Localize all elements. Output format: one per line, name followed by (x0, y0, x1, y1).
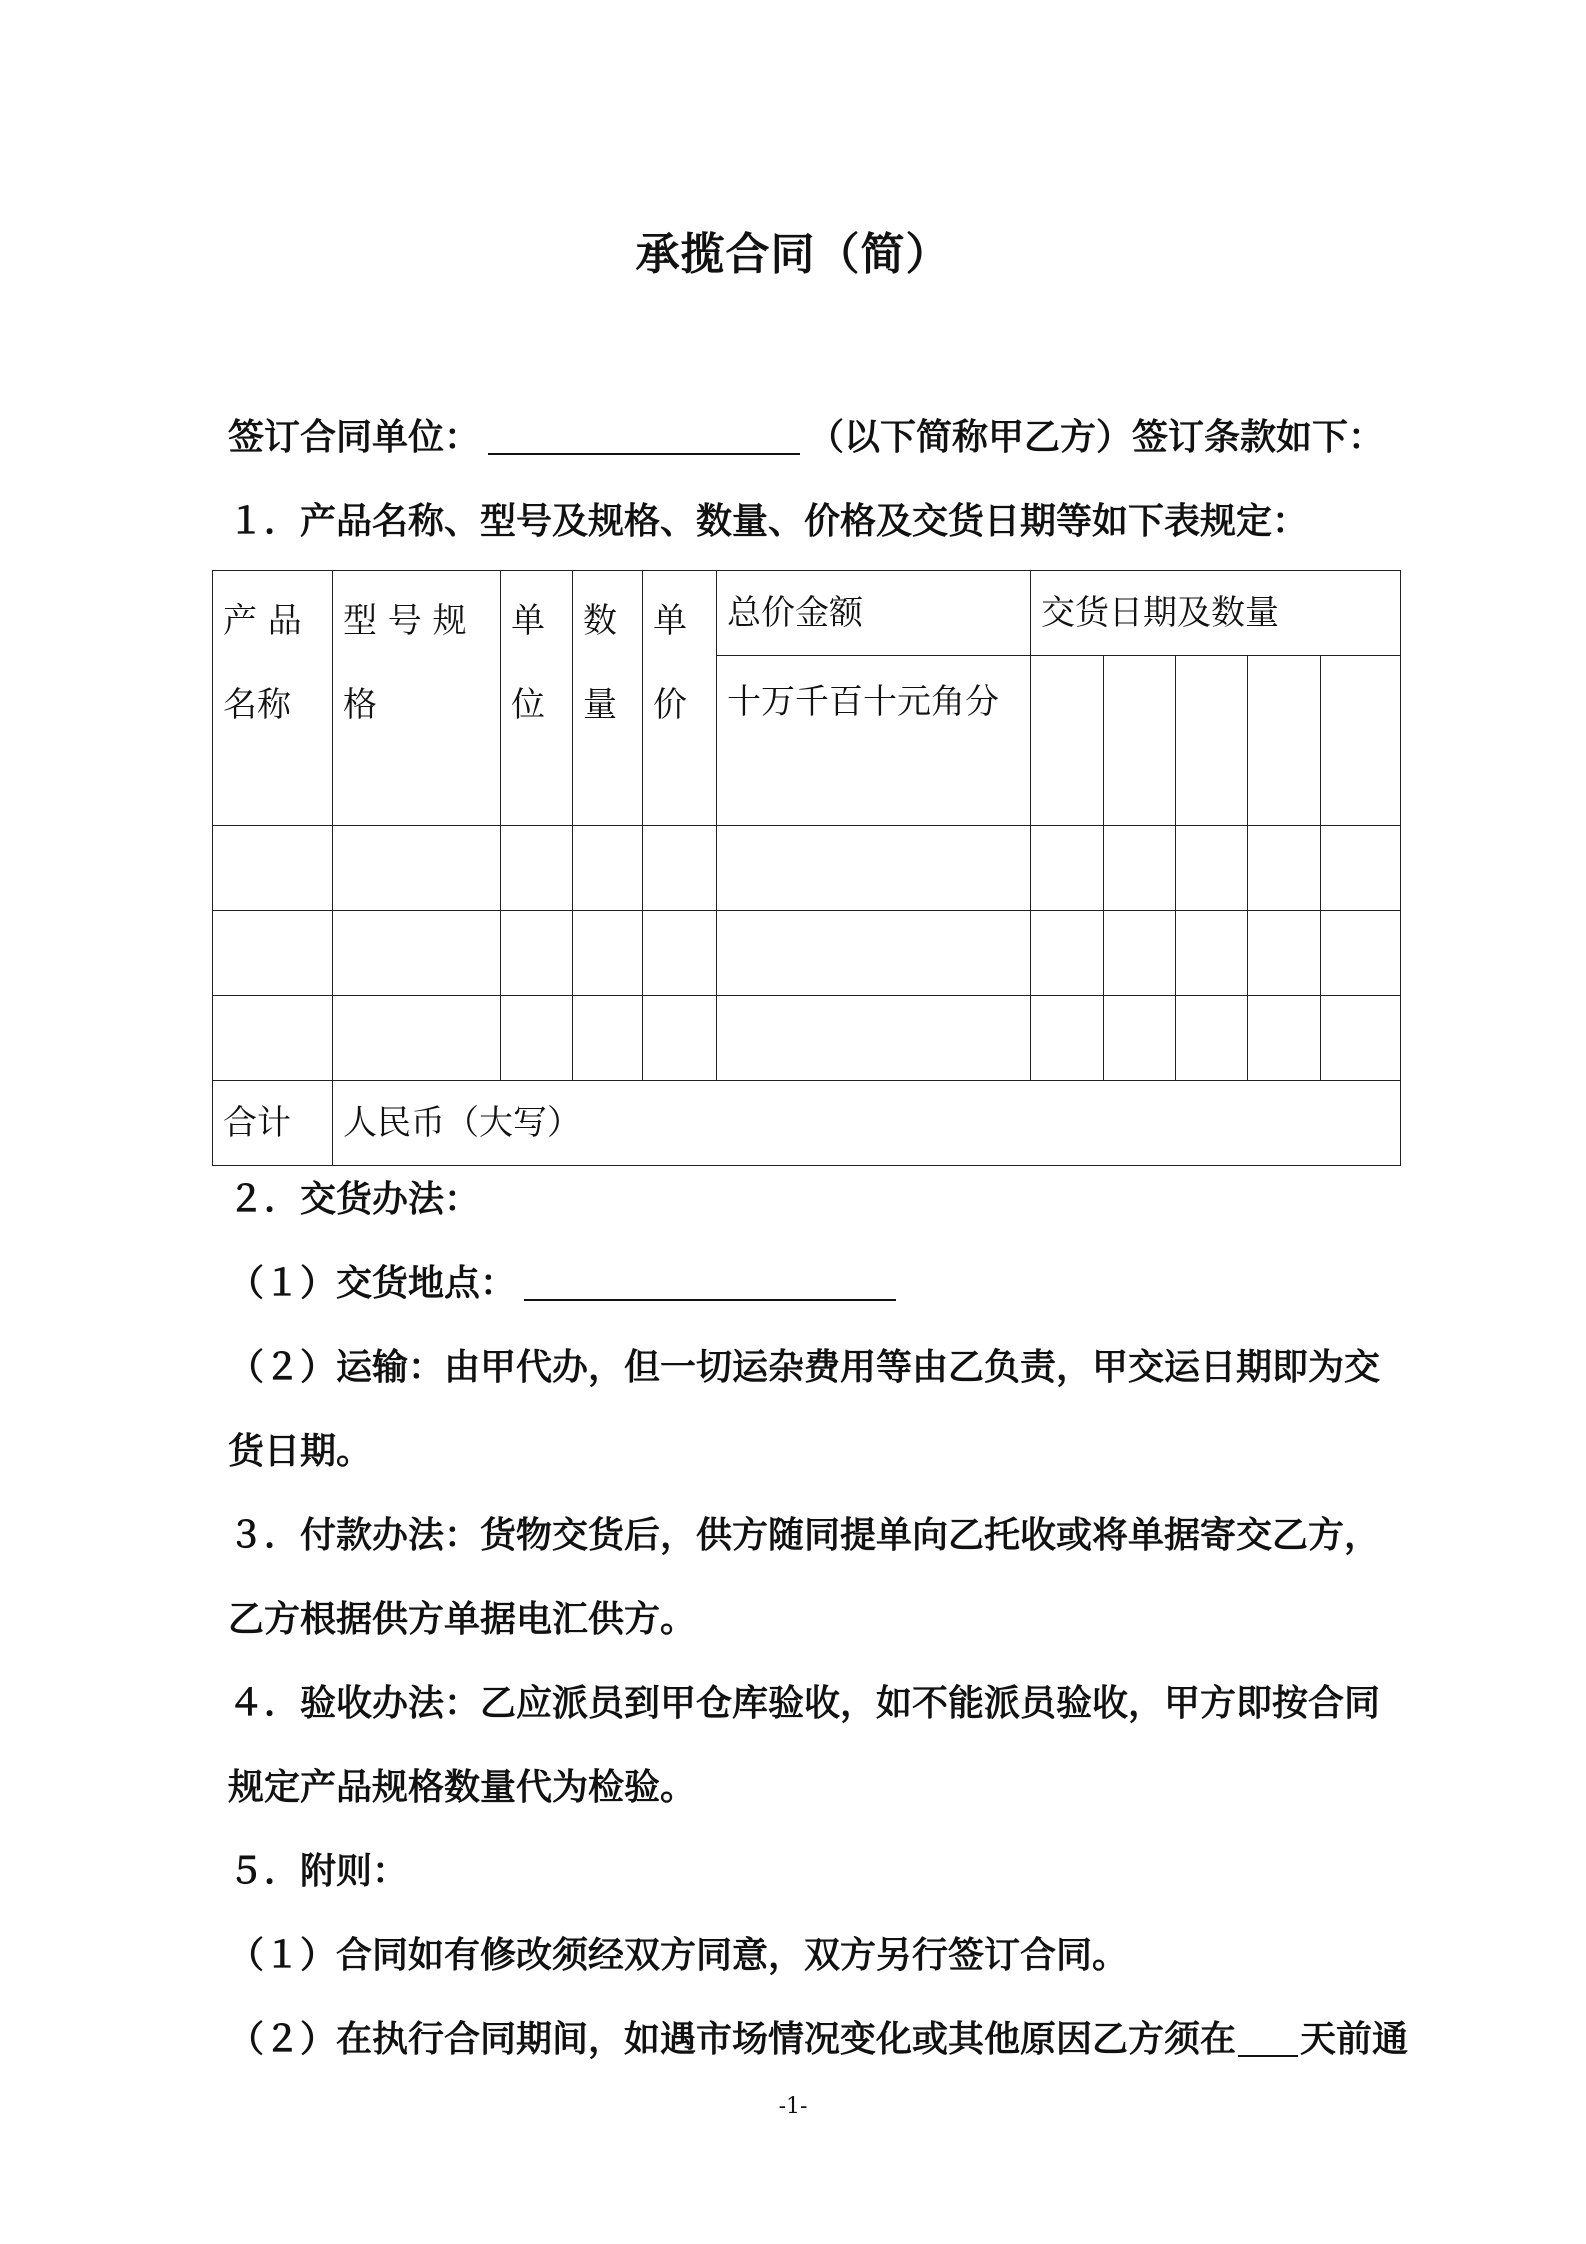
clause-2-item-2-line-2: 货日期。 (228, 1431, 373, 1472)
table-row (213, 826, 1401, 911)
table-cell[interactable] (333, 826, 501, 911)
table-cell[interactable] (643, 826, 717, 911)
intro-line (228, 416, 1384, 459)
table-cell[interactable] (643, 996, 717, 1081)
table-cell[interactable] (1321, 911, 1401, 996)
header-total-amount: 总价金额 (717, 571, 1031, 656)
total-currency[interactable]: 人民币（大写） (333, 1081, 1401, 1166)
clause-4-line-2: 规定产品规格数量代为检验。 (228, 1767, 697, 1808)
table-cell[interactable] (573, 911, 643, 996)
table-cell[interactable] (1031, 911, 1104, 996)
clause-5-item-2 (228, 2018, 1408, 2061)
table-cell[interactable] (1321, 996, 1401, 1081)
header-delivery: 交货日期及数量 (1031, 571, 1401, 656)
table-cell[interactable] (213, 826, 333, 911)
table-cell[interactable] (1248, 996, 1321, 1081)
clause-5-item-2-prefix: （２）在执行合同期间，如遇市场情况变化或其他原因乙方须在 (228, 2019, 1237, 2060)
total-label: 合计 (213, 1081, 333, 1166)
delivery-cell (1248, 656, 1321, 826)
table-cell[interactable] (213, 996, 333, 1081)
clause-3-line-2: 乙方根据供方单据电汇供方。 (228, 1599, 697, 1640)
table-cell[interactable] (1104, 996, 1176, 1081)
table-row (213, 996, 1401, 1081)
table-cell[interactable] (717, 826, 1031, 911)
total-row (213, 1081, 1401, 1166)
table-cell[interactable] (333, 996, 501, 1081)
table-cell[interactable] (1248, 911, 1321, 996)
table-cell[interactable] (573, 996, 643, 1081)
header-quantity: 数 量 (573, 571, 643, 826)
clause-2-heading: ２．交货办法： (228, 1179, 481, 1220)
party-name-blank[interactable] (488, 421, 800, 455)
table-cell[interactable] (501, 826, 573, 911)
header-product-name: 产 品 名称 (213, 571, 333, 826)
clause-5-item-2-suffix: 天前通 (1300, 2019, 1409, 2060)
header-model-spec: 型 号 规 格 (333, 571, 501, 826)
table-cell[interactable] (1321, 826, 1401, 911)
table-cell[interactable] (1031, 826, 1104, 911)
clause-5-item-1: （１）合同如有修改须经双方同意，双方另行签订合同。 (228, 1935, 1129, 1976)
table-cell[interactable] (501, 996, 573, 1081)
delivery-cell (1176, 656, 1248, 826)
delivery-cell (1104, 656, 1176, 826)
table-cell[interactable] (333, 911, 501, 996)
header-unit: 单 位 (501, 571, 573, 826)
page-number: -1- (778, 2094, 808, 2119)
notice-days-blank[interactable] (1238, 2023, 1298, 2057)
header-total-digits: 十万千百十元角分 (717, 656, 1031, 826)
delivery-location-label: （１）交货地点： (228, 1263, 517, 1304)
intro-suffix: （以下简称甲乙方）签订条款如下： (808, 417, 1385, 458)
table-cell[interactable] (717, 996, 1031, 1081)
delivery-cell (1321, 656, 1401, 826)
clause-4-line-1: ４．验收办法：乙应派员到甲仓库验收，如不能派员验收，甲方即按合同 (228, 1683, 1381, 1724)
product-table (212, 570, 1401, 1166)
delivery-location-blank[interactable] (524, 1267, 896, 1301)
intro-label: 签订合同单位： (228, 417, 481, 458)
table-cell[interactable] (1104, 826, 1176, 911)
table-cell[interactable] (1248, 826, 1321, 911)
delivery-cell (1031, 656, 1104, 826)
clause-2-item-1 (228, 1262, 904, 1305)
clause-2-item-2-line-1: （２）运输：由甲代办，但一切运杂费用等由乙负责，甲交运日期即为交 (228, 1347, 1381, 1388)
table-cell[interactable] (573, 826, 643, 911)
table-cell[interactable] (213, 911, 333, 996)
table-cell[interactable] (1176, 911, 1248, 996)
clause-3-line-1: ３．付款办法：货物交货后，供方随同提单向乙托收或将单据寄交乙方， (228, 1515, 1381, 1556)
clause-5-heading: ５．附则： (228, 1851, 409, 1892)
header-unit-price: 单 价 (643, 571, 717, 826)
table-cell[interactable] (717, 911, 1031, 996)
table-cell[interactable] (1031, 996, 1104, 1081)
page-title: 承揽合同（简） (635, 229, 951, 280)
table-cell[interactable] (1176, 826, 1248, 911)
table-cell[interactable] (1176, 996, 1248, 1081)
table-cell[interactable] (643, 911, 717, 996)
table-row (213, 911, 1401, 996)
table-cell[interactable] (501, 911, 573, 996)
clause-1: １．产品名称、型号及规格、数量、价格及交货日期等如下表规定： (228, 501, 1309, 542)
table-cell[interactable] (1104, 911, 1176, 996)
